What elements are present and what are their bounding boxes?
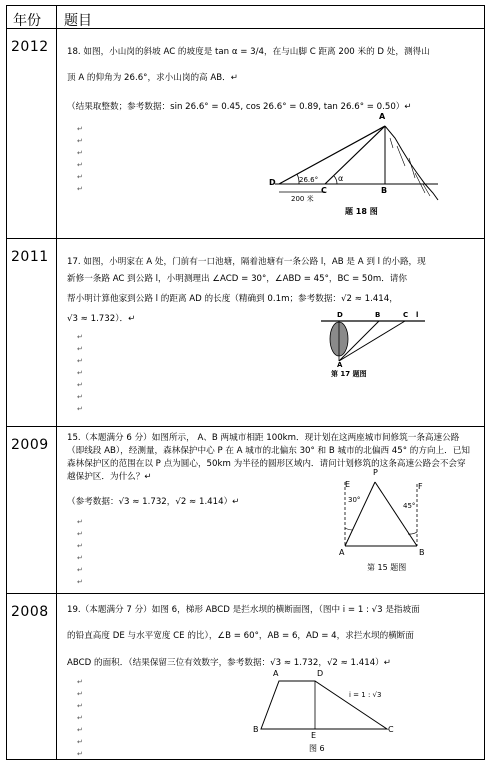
paragraph-marks: ↵ ↵ ↵ ↵ ↵ ↵ ↵ — [77, 333, 83, 413]
row-divider — [7, 593, 484, 594]
question-note: （结果取整数；参考数据：sin 26.6° = 0.45, cos 26.6° = 0.89, tan 26.6° = 0.50）↵ — [67, 102, 412, 112]
figure-6 — [253, 669, 403, 753]
figure-caption: 题 18 图 — [345, 207, 378, 216]
row-divider — [7, 238, 484, 239]
question-line: 新修一条路 AC 到公路 l，小明测理出 ∠ACD = 30°，∠ABD = 45°，BC = 50m．请你 — [67, 274, 407, 284]
label-C: C — [403, 311, 409, 319]
label-D: D — [317, 669, 324, 678]
label-A: A — [339, 548, 345, 557]
question-line: 17. 如图，小明家在 A 处，门前有一口池塘，隔着池塘有一条公路 l，AB 是 A 到 l 的小路，现 — [67, 257, 426, 267]
question-line: 18. 如图，小山岗的斜坡 AC 的坡度是 tan α = 3/4，在与山脚 C 距离 200 米的 D 处，测得山 — [67, 47, 430, 57]
figure-caption: 第 15 题图 — [367, 563, 407, 572]
label-A: A — [273, 669, 279, 678]
year-2008: 2008 — [11, 604, 49, 620]
distance-label: 200 米 — [291, 195, 314, 203]
paragraph-marks: ↵ ↵ ↵ ↵ ↵ ↵ — [77, 125, 83, 193]
figure-15 — [333, 468, 433, 572]
question-note: （参考数据：√3 ≈ 1.732，√2 ≈ 1.414）↵ — [67, 497, 240, 507]
slope-ratio: i = 1 : √3 — [349, 691, 382, 699]
question-line: ABCD 的面积．（结果保留三位有效数字，参考数据：√3 ≈ 1.732，√2 ≈ 1.414）↵ — [67, 658, 391, 668]
alpha-label: α — [338, 174, 344, 183]
paragraph-marks: ↵ ↵ ↵ ↵ ↵ ↵ — [77, 518, 83, 586]
label-B: B — [381, 186, 388, 195]
question-line: 的铅直高度 DE 与水平宽度 CE 的比），∠B = 60°，AB = 6，AD = 4，求拦水坝的横断面 — [67, 631, 414, 641]
column-divider — [56, 6, 57, 759]
label-D: D — [337, 311, 343, 319]
question-line: 19.（本题满分 7 分）如图 6，梯形 ABCD 是拦水坝的横断面图，（图中 i = 1 : √3 是指坡面 — [67, 605, 420, 615]
figure-18 — [265, 112, 440, 218]
year-2011: 2011 — [11, 249, 49, 265]
figure-caption: 第 17 题图 — [331, 370, 367, 378]
label-B: B — [419, 548, 425, 557]
figure-caption: 图 6 — [309, 744, 325, 753]
year-2009: 2009 — [11, 437, 49, 453]
label-E: E — [311, 731, 317, 740]
label-C: C — [388, 725, 394, 734]
question-line: √3 ≈ 1.732）．↵ — [67, 314, 136, 324]
label-l: l — [416, 311, 419, 319]
exam-table — [6, 5, 485, 760]
angle-45: 45° — [403, 502, 416, 510]
label-D: D — [269, 178, 276, 187]
label-A: A — [337, 361, 343, 369]
label-B: B — [375, 311, 381, 319]
label-E: E — [345, 480, 351, 489]
question-text: 15.（本题满分 6 分）如图所示， A、B 两城市相距 100km．现计划在这两座城市间修筑一条高速公路（即线段 AB），经测量，森林保护中心 P 在 A 城市的北偏东 30° 和 B 城市的北偏西 45° 的方向上．已知森林保护区的范围在以 P 点为圆心，50km 为半径的圆形区域内．请问计划修筑的这条高速公路会不会穿越保护区．为什么？↵ — [67, 433, 470, 482]
label-C: C — [321, 186, 327, 195]
paragraph-marks: ↵ ↵ ↵ ↵ ↵ ↵ ↵ — [77, 678, 83, 758]
figure-17 — [317, 309, 427, 379]
question-line: 帮小明计算他家到公路 l 的距离 AD 的长度（精确到 0.1m；参考数据：√2 ≈ 1.414， — [67, 294, 398, 304]
angle-30: 30° — [348, 496, 361, 504]
angle-label: 26.6° — [299, 176, 319, 184]
label-A: A — [379, 112, 386, 121]
label-P: P — [373, 468, 378, 477]
header-topic: 题目 — [64, 13, 92, 29]
label-B: B — [253, 725, 259, 734]
label-F: F — [418, 482, 423, 491]
header-year: 年份 — [13, 13, 41, 29]
year-2012: 2012 — [11, 39, 49, 55]
question-line: 顶 A 的仰角为 26.6°，求小山岗的高 AB．↵ — [67, 73, 238, 83]
row-divider — [7, 426, 484, 427]
